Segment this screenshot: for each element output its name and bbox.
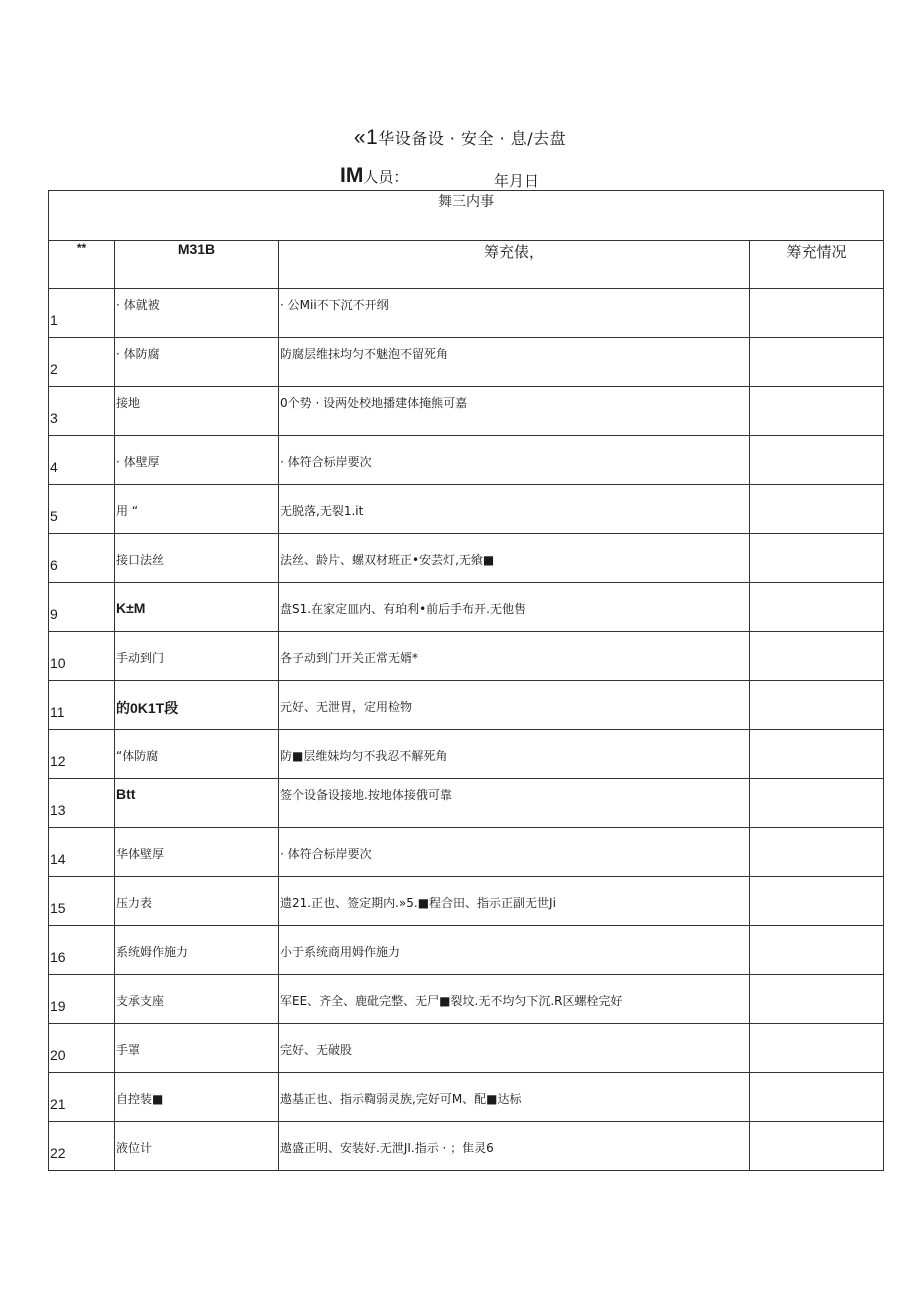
row-standard-cell	[279, 926, 750, 975]
table-row	[49, 338, 884, 387]
row-item-cell	[115, 534, 279, 583]
row-item: 手动到门	[116, 651, 165, 665]
row-standard: 元好、无泄胃，定用检物	[280, 700, 413, 714]
title-text: 华设备设 · 安全 · 息/去盘	[378, 129, 567, 148]
row-item-cell	[115, 1122, 279, 1171]
row-status-cell	[750, 975, 884, 1024]
row-item-cell	[115, 926, 279, 975]
row-item-cell	[115, 877, 279, 926]
row-item-cell	[115, 387, 279, 436]
section-title: 舞三内事	[49, 191, 884, 241]
row-item: 接地	[116, 396, 141, 410]
row-status-cell	[750, 632, 884, 681]
row-standard-cell	[279, 485, 750, 534]
table-row	[49, 583, 884, 632]
row-standard: 盘S1.在家定皿内、有珀利•前后手布开.无他售	[280, 602, 526, 616]
section-row	[49, 191, 884, 241]
row-item: 支承支座	[116, 994, 165, 1008]
row-standard-cell	[279, 1073, 750, 1122]
row-item: · 体就被	[116, 298, 160, 312]
row-number-cell	[49, 1073, 115, 1122]
row-item-cell	[115, 485, 279, 534]
row-number: 13	[50, 802, 66, 818]
meta-line	[0, 164, 920, 190]
row-standard: 军EE、齐全、鹿砒完整、无尸■裂坟.无不均匀下沉.R区螺栓完好	[280, 994, 623, 1008]
row-item-cell	[115, 436, 279, 485]
row-status-cell	[750, 877, 884, 926]
row-standard-cell	[279, 583, 750, 632]
row-number-cell	[49, 926, 115, 975]
row-number: 20	[50, 1047, 66, 1063]
row-status-cell	[750, 1073, 884, 1122]
row-standard: 遗21.正也、签定期内.»5.■程合田、指示正副无世Ji	[280, 896, 556, 910]
row-number: 4	[50, 459, 58, 475]
row-number: 6	[50, 557, 58, 573]
row-number-cell	[49, 779, 115, 828]
row-number-cell	[49, 485, 115, 534]
row-number: 22	[50, 1145, 66, 1161]
table-row	[49, 877, 884, 926]
row-standard-cell	[279, 681, 750, 730]
row-standard: 法丝、龄片、螺双材班正•安芸灯,无飨■	[280, 553, 495, 567]
row-item: “体防腐	[116, 749, 159, 763]
row-status-cell	[750, 289, 884, 338]
row-item-cell	[115, 338, 279, 387]
row-standard: · 体符合标岸要次	[280, 847, 372, 861]
table-row	[49, 289, 884, 338]
row-number: 12	[50, 753, 66, 769]
row-standard: 签个设备设接地.按地体接俄可靠	[280, 788, 452, 802]
row-item: 系统姆作施力	[116, 945, 189, 959]
row-item: 压力表	[116, 896, 153, 910]
row-item: · 体防腐	[116, 347, 160, 361]
table-row	[49, 730, 884, 779]
row-status-cell	[750, 1122, 884, 1171]
table-row	[49, 1024, 884, 1073]
table-row	[49, 681, 884, 730]
table-row	[49, 779, 884, 828]
row-number-cell	[49, 632, 115, 681]
row-standard-cell	[279, 730, 750, 779]
row-standard: 各子动到门开关正常无婿*	[280, 651, 419, 665]
row-status-cell	[750, 681, 884, 730]
row-number-cell	[49, 975, 115, 1024]
row-item: 自控装■	[116, 1092, 164, 1106]
row-item-cell	[115, 289, 279, 338]
row-item-cell	[115, 779, 279, 828]
row-standard-cell	[279, 632, 750, 681]
row-standard-cell	[279, 387, 750, 436]
row-number-cell	[49, 681, 115, 730]
inspector-field	[340, 164, 408, 188]
row-item: K±M	[116, 600, 146, 616]
header-status: 筹充情况	[750, 241, 884, 289]
table-row	[49, 485, 884, 534]
row-standard: · 公Mii不下沉不开纲	[280, 298, 389, 312]
row-number: 2	[50, 361, 58, 377]
table-row	[49, 1122, 884, 1171]
row-number-cell	[49, 338, 115, 387]
row-item: 接口法丝	[116, 553, 165, 567]
date-field: 年月日	[494, 172, 540, 190]
row-item-cell	[115, 730, 279, 779]
row-number-cell	[49, 828, 115, 877]
row-standard: 遨基正也、指示鞫弱灵族,完好可M、配■达标	[280, 1092, 522, 1106]
row-status-cell	[750, 436, 884, 485]
inspector-label: 人员：	[363, 168, 409, 186]
row-standard-cell	[279, 1122, 750, 1171]
row-number-cell	[49, 387, 115, 436]
header-no: **	[49, 241, 115, 289]
table-row	[49, 436, 884, 485]
row-status-cell	[750, 730, 884, 779]
row-standard: 防■层维妹均匀不我忍不解死角	[280, 749, 448, 763]
row-number-cell	[49, 877, 115, 926]
row-status-cell	[750, 338, 884, 387]
row-number: 1	[50, 312, 58, 328]
row-item: 液位计	[116, 1141, 153, 1155]
row-item: Btt	[116, 786, 136, 802]
row-number: 14	[50, 851, 66, 867]
row-number-cell	[49, 289, 115, 338]
row-status-cell	[750, 779, 884, 828]
row-standard-cell	[279, 1024, 750, 1073]
row-status-cell	[750, 583, 884, 632]
row-standard-cell	[279, 436, 750, 485]
header-item: M31B	[115, 241, 279, 289]
row-standard-cell	[279, 828, 750, 877]
row-number: 15	[50, 900, 66, 916]
table-row	[49, 387, 884, 436]
row-item-cell	[115, 632, 279, 681]
row-status-cell	[750, 534, 884, 583]
row-item-cell	[115, 828, 279, 877]
row-standard: 完好、无破股	[280, 1043, 353, 1057]
row-standard: 遨盛正明、安装好.无泄JI.指示 · ；隹灵6	[280, 1141, 494, 1155]
row-standard-cell	[279, 289, 750, 338]
row-number-cell	[49, 730, 115, 779]
row-item: · 体壁厚	[116, 455, 160, 469]
table-row	[49, 1073, 884, 1122]
row-standard-cell	[279, 338, 750, 387]
row-item-cell	[115, 1073, 279, 1122]
row-number: 5	[50, 508, 58, 524]
row-standard: 小于系统商用姆作施力	[280, 945, 401, 959]
row-standard-cell	[279, 779, 750, 828]
row-number: 16	[50, 949, 66, 965]
table-row	[49, 828, 884, 877]
row-standard: 防腐层维抹均匀不魅泡不留死角	[280, 347, 449, 361]
row-status-cell	[750, 485, 884, 534]
inspector-prefix: IM	[340, 164, 364, 187]
row-number-cell	[49, 1122, 115, 1171]
row-number-cell	[49, 1024, 115, 1073]
table-row	[49, 975, 884, 1024]
row-standard-cell	[279, 975, 750, 1024]
row-status-cell	[750, 387, 884, 436]
row-item: 用 “	[116, 504, 139, 518]
row-item: 手罩	[116, 1043, 141, 1057]
table-row	[49, 632, 884, 681]
row-standard-cell	[279, 877, 750, 926]
row-standard: 0个势 · 设两处校地播建体掩熊可嘉	[280, 396, 468, 410]
row-item: 的0K1T段	[116, 700, 179, 716]
row-number: 3	[50, 410, 58, 426]
header-row	[49, 241, 884, 289]
row-number-cell	[49, 534, 115, 583]
header-standard: 筹充俵，	[279, 241, 750, 289]
row-standard-cell	[279, 534, 750, 583]
row-item-cell	[115, 975, 279, 1024]
row-number-cell	[49, 436, 115, 485]
document-title	[0, 126, 920, 150]
title-prefix: «1	[353, 126, 379, 149]
row-number-cell	[49, 583, 115, 632]
table-row	[49, 926, 884, 975]
row-item-cell	[115, 583, 279, 632]
row-status-cell	[750, 1024, 884, 1073]
inspection-table	[48, 190, 884, 1171]
row-status-cell	[750, 926, 884, 975]
row-standard: · 体符合标岸要次	[280, 455, 372, 469]
row-item: 华体壁厚	[116, 847, 165, 861]
row-number: 11	[50, 704, 65, 720]
row-number: 19	[50, 998, 66, 1014]
row-number: 9	[50, 606, 58, 622]
row-number: 10	[50, 655, 66, 671]
row-status-cell	[750, 828, 884, 877]
row-standard: 无脱落,无裂1.it	[280, 504, 364, 518]
row-number: 21	[50, 1096, 66, 1112]
row-item-cell	[115, 1024, 279, 1073]
row-item-cell	[115, 681, 279, 730]
table-row	[49, 534, 884, 583]
